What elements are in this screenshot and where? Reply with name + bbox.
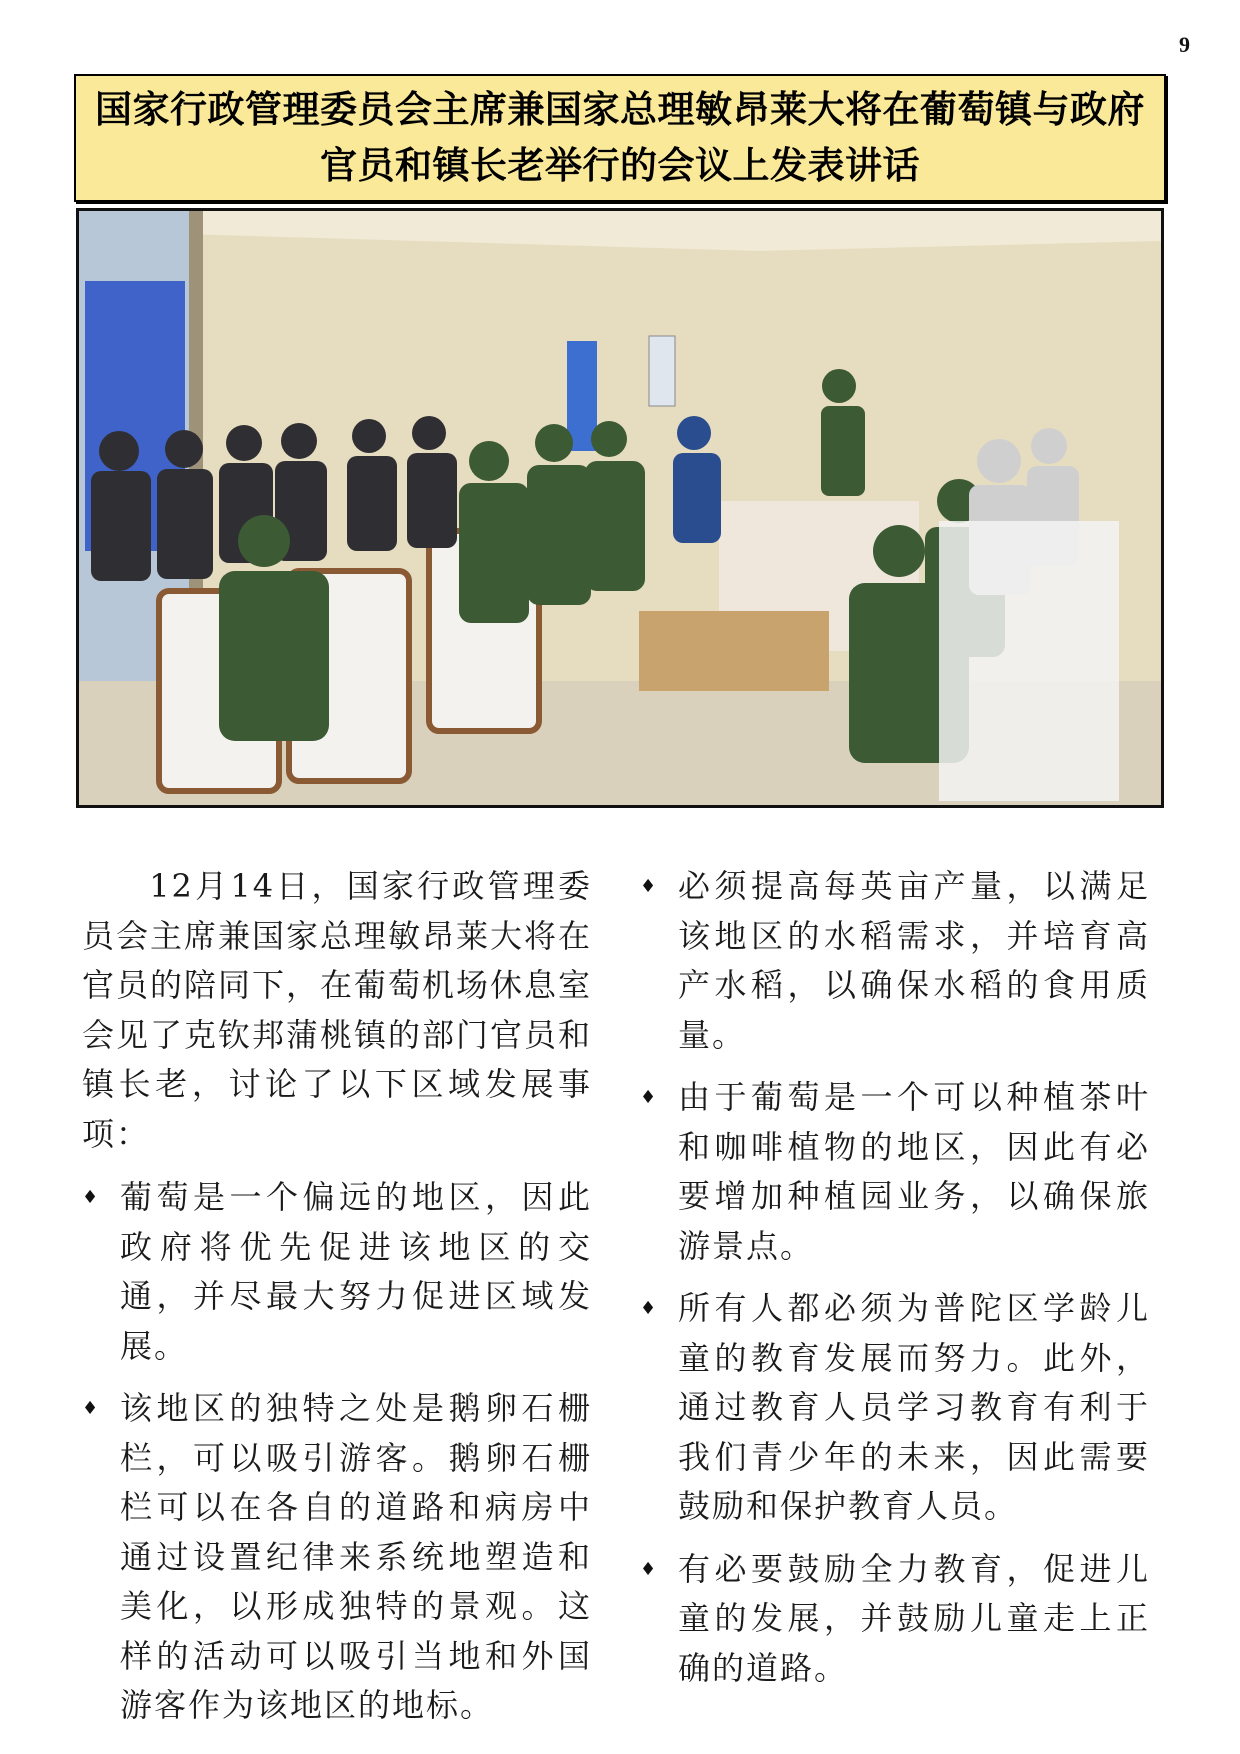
meeting-photo-illustration: [79, 211, 1161, 805]
list-item-text: 葡萄是一个偏远的地区，因此政府将优先促进该地区的交通，并尽最大努力促进区域发展。: [120, 1178, 592, 1365]
diamond-bullet-icon: ♦: [640, 1298, 659, 1319]
article-column-right: [640, 862, 1150, 1706]
list-item: [82, 1384, 592, 1731]
list-item-text: 所有人都必须为普陀区学龄儿童的教育发展而努力。此外，通过教育人员学习教育有利于我们青少年的未来，因此需要鼓励和保护教育人员。: [678, 1289, 1150, 1525]
diamond-bullet-icon: ♦: [640, 1558, 659, 1580]
diamond-bullet-icon: ♦: [640, 876, 659, 897]
list-item: [640, 1284, 1150, 1532]
list-item-text: 必须提高每英亩产量，以满足该地区的水稻需求，并培育高产水稻，以确保水稻的食用质量。: [678, 867, 1150, 1054]
headline-box: [74, 74, 1166, 202]
list-item: [82, 1173, 592, 1371]
diamond-bullet-icon: ♦: [82, 1398, 101, 1419]
list-item: [640, 1073, 1150, 1271]
list-item: [640, 1545, 1150, 1694]
intro-paragraph: 12月14日，国家行政管理委员会主席兼国家总理敏昂莱大将在官员的陪同下，在葡萄机场休息室会见了克钦邦蒲桃镇的部门官员和镇长老，讨论了以下区域发展事项：: [82, 867, 593, 1153]
list-item-text: 由于葡萄是一个可以种植茶叶和咖啡植物的地区，因此有必要增加种植园业务，以确保旅游景点。: [678, 1078, 1150, 1265]
article-column-left: [82, 862, 592, 1744]
headline-line-1: 国家行政管理委员会主席兼国家总理敏昂莱大将在葡萄镇与政府: [95, 88, 1145, 131]
diamond-bullet-icon: ♦: [82, 1187, 101, 1208]
page-number: 9: [1179, 32, 1190, 57]
headline-line-2: 官员和镇长老举行的会议上发表讲话: [320, 144, 920, 187]
meeting-photo: [76, 208, 1164, 808]
diamond-bullet-icon: ♦: [640, 1087, 659, 1108]
list-item-text: 该地区的独特之处是鹅卵石栅栏，可以吸引游客。鹅卵石栅栏可以在各自的道路和病房中通过设置纪律来系统地塑造和美化，以形成独特的景观。这样的活动可以吸引当地和外国游客作为该地区的地标。: [120, 1389, 592, 1724]
list-item-text: 有必要鼓励全力教育，促进儿童的发展，并鼓励儿童走上正确的道路。: [678, 1549, 1150, 1687]
list-item: [640, 862, 1150, 1060]
